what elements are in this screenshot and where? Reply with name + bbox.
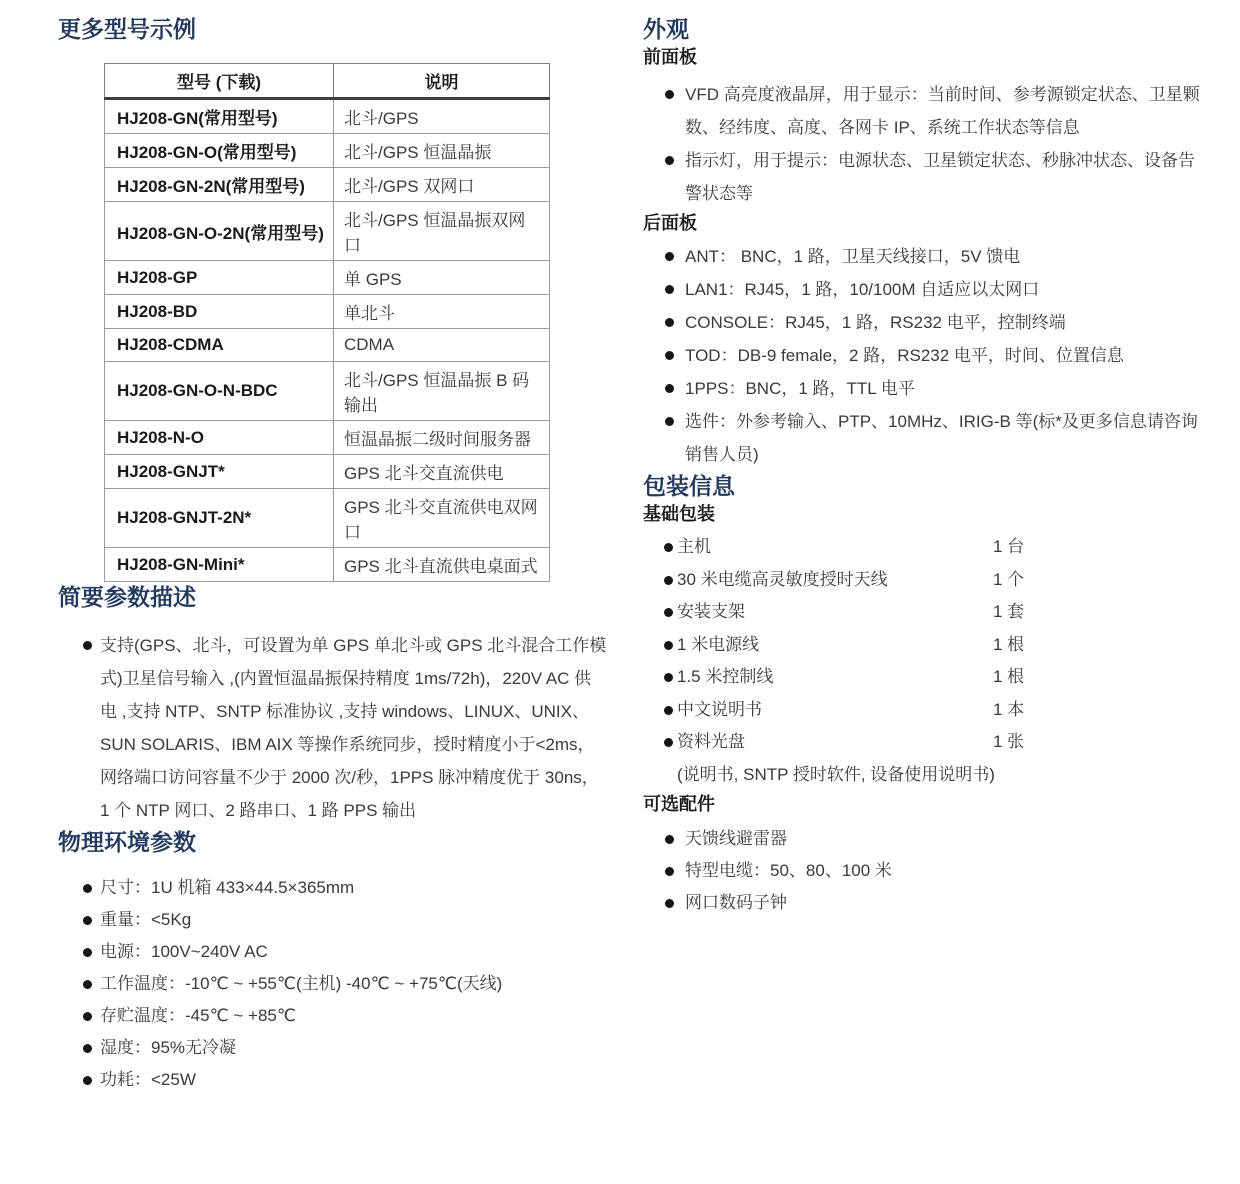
table-row <box>105 421 550 455</box>
bullet-dot-icon <box>665 417 674 426</box>
models-table <box>104 63 550 582</box>
list-item <box>643 629 1202 662</box>
bullet-dot-icon <box>665 351 674 360</box>
models-table-header-row <box>105 64 550 99</box>
table-row <box>105 168 550 202</box>
bullet-dot-icon <box>665 384 674 393</box>
model-desc-cell: 恒温晶振二级时间服务器 <box>334 421 550 455</box>
bullet-dot-icon <box>664 738 673 747</box>
package-item-qty: 1 个 <box>993 569 1025 589</box>
bullet-dot-icon <box>665 252 674 261</box>
models-section <box>58 14 607 582</box>
package-item-qty: 1 本 <box>993 699 1025 719</box>
package-item-qty: 1 套 <box>993 602 1025 621</box>
bullet-dot-icon <box>83 948 92 957</box>
rear-panel-text: ANT： BNC，1 路，卫星天线接口，5V 馈电 <box>685 247 1021 266</box>
table-row <box>105 489 550 548</box>
physical-params-section <box>58 827 607 1096</box>
model-desc-cell: 单北斗 <box>334 295 550 329</box>
list-item <box>643 887 1202 919</box>
package-item-name: 中文说明书 <box>677 699 762 719</box>
model-desc-cell: GPS 北斗交直流供电双网口 <box>334 489 550 548</box>
base-packaging-title: 基础包装 <box>643 504 715 524</box>
table-row <box>105 455 550 489</box>
bullet-dot-icon <box>664 576 673 585</box>
package-item-name: 主机 <box>677 537 711 556</box>
appearance-section <box>643 14 1202 471</box>
bullet-dot-icon <box>665 156 674 165</box>
list-item <box>643 144 1202 210</box>
base-packaging-list <box>643 531 1202 791</box>
model-desc-cell: 北斗/GPS <box>334 99 550 134</box>
list-item <box>643 78 1202 144</box>
package-item-name: 1.5 米控制线 <box>677 667 774 686</box>
model-name-cell: HJ208-GN-Mini* <box>105 548 334 582</box>
brief-params-list <box>58 629 607 827</box>
model-desc-cell: GPS 北斗交直流供电 <box>334 455 550 489</box>
list-item <box>58 936 607 968</box>
bullet-dot-icon <box>83 641 92 650</box>
front-panel-title: 前面板 <box>643 47 697 67</box>
optional-accessories-title: 可选配件 <box>643 794 715 814</box>
model-name-cell: HJ208-GN-O(常用型号) <box>105 134 334 168</box>
front-panel-text: VFD 高亮度液晶屏，用于显示：当前时间、参考源锁定状态、卫星颗数、经纬度、高度、各网卡 IP、系统工作状态等信息 <box>685 85 1200 137</box>
model-name-cell: HJ208-GNJT* <box>105 455 334 489</box>
appearance-title: 外观 <box>643 16 689 42</box>
brief-params-title: 简要参数描述 <box>58 584 196 610</box>
model-name-cell: HJ208-BD <box>105 295 334 329</box>
physical-params-list <box>58 872 607 1096</box>
list-item <box>58 968 607 1000</box>
bullet-dot-icon <box>664 641 673 650</box>
list-item <box>643 405 1202 471</box>
bullet-dot-icon <box>664 543 673 552</box>
model-name-cell: HJ208-GN-2N(常用型号) <box>105 168 334 202</box>
models-section-title: 更多型号示例 <box>58 16 196 42</box>
model-desc-cell: 单 GPS <box>334 261 550 295</box>
list-item <box>643 240 1202 273</box>
model-name-cell: HJ208-GP <box>105 261 334 295</box>
bullet-dot-icon <box>83 1044 92 1053</box>
front-panel-list <box>643 78 1202 210</box>
list-item <box>643 339 1202 372</box>
bullet-dot-icon <box>665 867 674 876</box>
table-row <box>105 202 550 261</box>
list-item <box>643 306 1202 339</box>
brief-params-section <box>58 582 607 827</box>
packaging-title: 包装信息 <box>643 473 735 499</box>
list-item <box>643 596 1202 629</box>
package-item-name: 1 米电源线 <box>677 634 760 654</box>
front-panel-text: 指示灯，用于提示：电源状态、卫星锁定状态、秒脉冲状态、设备告警状态等 <box>685 151 1195 203</box>
list-item <box>58 1000 607 1032</box>
physical-params-title: 物理环境参数 <box>58 829 196 855</box>
list-item <box>643 855 1202 887</box>
table-row <box>105 99 550 134</box>
list-item <box>58 629 607 827</box>
model-name-cell: HJ208-N-O <box>105 421 334 455</box>
bullet-dot-icon <box>664 673 673 682</box>
bullet-dot-icon <box>83 884 92 893</box>
list-item <box>643 531 1202 564</box>
optional-accessory-text: 网口数码子钟 <box>685 893 787 912</box>
physical-param-text: 功耗：<25W <box>100 1070 196 1089</box>
rear-panel-title: 后面板 <box>643 213 697 233</box>
package-item-qty: 1 张 <box>993 732 1025 751</box>
list-item <box>643 694 1202 727</box>
model-name-cell: HJ208-GNJT-2N* <box>105 489 334 548</box>
model-desc-cell: 北斗/GPS 双网口 <box>334 168 550 202</box>
base-packaging-note: (说明书, SNTP 授时软件, 设备使用说明书) <box>677 764 995 784</box>
optional-accessories-list <box>643 823 1202 919</box>
list-item <box>643 273 1202 306</box>
rear-panel-text: TOD：DB-9 female，2 路，RS232 电平，时间、位置信息 <box>685 346 1124 365</box>
list-item <box>643 726 1202 759</box>
list-item <box>58 1032 607 1064</box>
rear-panel-list <box>643 240 1202 471</box>
list-item <box>643 372 1202 405</box>
bullet-dot-icon <box>664 608 673 617</box>
left-column <box>58 14 607 1096</box>
bullet-dot-icon <box>665 285 674 294</box>
bullet-dot-icon <box>83 1012 92 1021</box>
physical-param-text: 工作温度：-10℃ ~ +55℃(主机) -40℃ ~ +75℃(天线) <box>100 974 503 993</box>
rear-panel-text: 选件：外参考输入、PTP、10MHz、IRIG-B 等(标*及更多信息请咨询销售人员) <box>685 412 1198 464</box>
optional-accessory-text: 天馈线避雷器 <box>685 829 787 848</box>
physical-param-text: 重量：<5Kg <box>100 910 192 929</box>
package-item-qty: 1 根 <box>993 634 1025 654</box>
table-row <box>105 261 550 295</box>
list-item <box>643 823 1202 855</box>
list-item <box>58 1064 607 1096</box>
bullet-dot-icon <box>665 318 674 327</box>
table-row <box>105 362 550 421</box>
model-desc-cell: 北斗/GPS 恒温晶振 <box>334 134 550 168</box>
list-item <box>643 564 1202 597</box>
package-item-name: 安装支架 <box>677 602 745 621</box>
models-table-header-model: 型号 (下载) <box>105 64 334 99</box>
table-row <box>105 548 550 582</box>
list-item <box>643 661 1202 694</box>
bullet-dot-icon <box>83 980 92 989</box>
list-item <box>58 872 607 904</box>
physical-param-text: 存贮温度：-45℃ ~ +85℃ <box>100 1006 296 1025</box>
bullet-dot-icon <box>83 916 92 925</box>
brief-param-text: 支持(GPS、北斗，可设置为单 GPS 单北斗或 GPS 北斗混合工作模式)卫星信号输入 ,(内置恒温晶振保持精度 1ms/72h)，220V AC 供电 ,支持 NTP、SNTP 标准协议 ,支持 windows、LINUX、UNIX、SUN SOLARIS、IBM AIX 等操作系统同步，授时精度小于<2ms，网络端口访问容量不少于 2000 次/秒，1PPS 脉冲精度优于 30ns，1 个 NTP 网口、2 路串口、1 路 PPS 输出 <box>100 636 607 820</box>
models-table-header-desc: 说明 <box>334 64 550 99</box>
list-item <box>58 904 607 936</box>
model-desc-cell: GPS 北斗直流供电桌面式 <box>334 548 550 582</box>
optional-accessory-text: 特型电缆：50、80、100 米 <box>685 861 892 880</box>
package-item-name: 30 米电缆高灵敏度授时天线 <box>677 569 888 589</box>
model-desc-cell: 北斗/GPS 恒温晶振双网口 <box>334 202 550 261</box>
model-desc-cell: CDMA <box>334 329 550 362</box>
bullet-dot-icon <box>83 1076 92 1085</box>
rear-panel-text: CONSOLE：RJ45，1 路，RS232 电平，控制终端 <box>685 313 1066 332</box>
bullet-dot-icon <box>665 90 674 99</box>
physical-param-text: 湿度：95%无冷凝 <box>100 1038 237 1057</box>
bullet-dot-icon <box>665 899 674 908</box>
model-name-cell: HJ208-GN-O-2N(常用型号) <box>105 202 334 261</box>
bullet-dot-icon <box>664 706 673 715</box>
model-name-cell: HJ208-CDMA <box>105 329 334 362</box>
table-row <box>105 134 550 168</box>
table-row <box>105 295 550 329</box>
table-row <box>105 329 550 362</box>
package-item-name: 资料光盘 <box>677 732 745 751</box>
model-name-cell: HJ208-GN(常用型号) <box>105 99 334 134</box>
packaging-section <box>643 471 1202 919</box>
package-item-qty: 1 根 <box>993 667 1025 686</box>
package-item-qty: 1 台 <box>993 537 1025 556</box>
physical-param-text: 电源：100V~240V AC <box>100 942 268 961</box>
model-name-cell: HJ208-GN-O-N-BDC <box>105 362 334 421</box>
bullet-dot-icon <box>665 835 674 844</box>
right-column <box>643 14 1202 1096</box>
rear-panel-text: 1PPS：BNC，1 路，TTL 电平 <box>685 379 915 398</box>
rear-panel-text: LAN1：RJ45，1 路，10/100M 自适应以太网口 <box>685 280 1040 299</box>
model-desc-cell: 北斗/GPS 恒温晶振 B 码输出 <box>334 362 550 421</box>
physical-param-text: 尺寸：1U 机箱 433×44.5×365mm <box>100 878 355 897</box>
